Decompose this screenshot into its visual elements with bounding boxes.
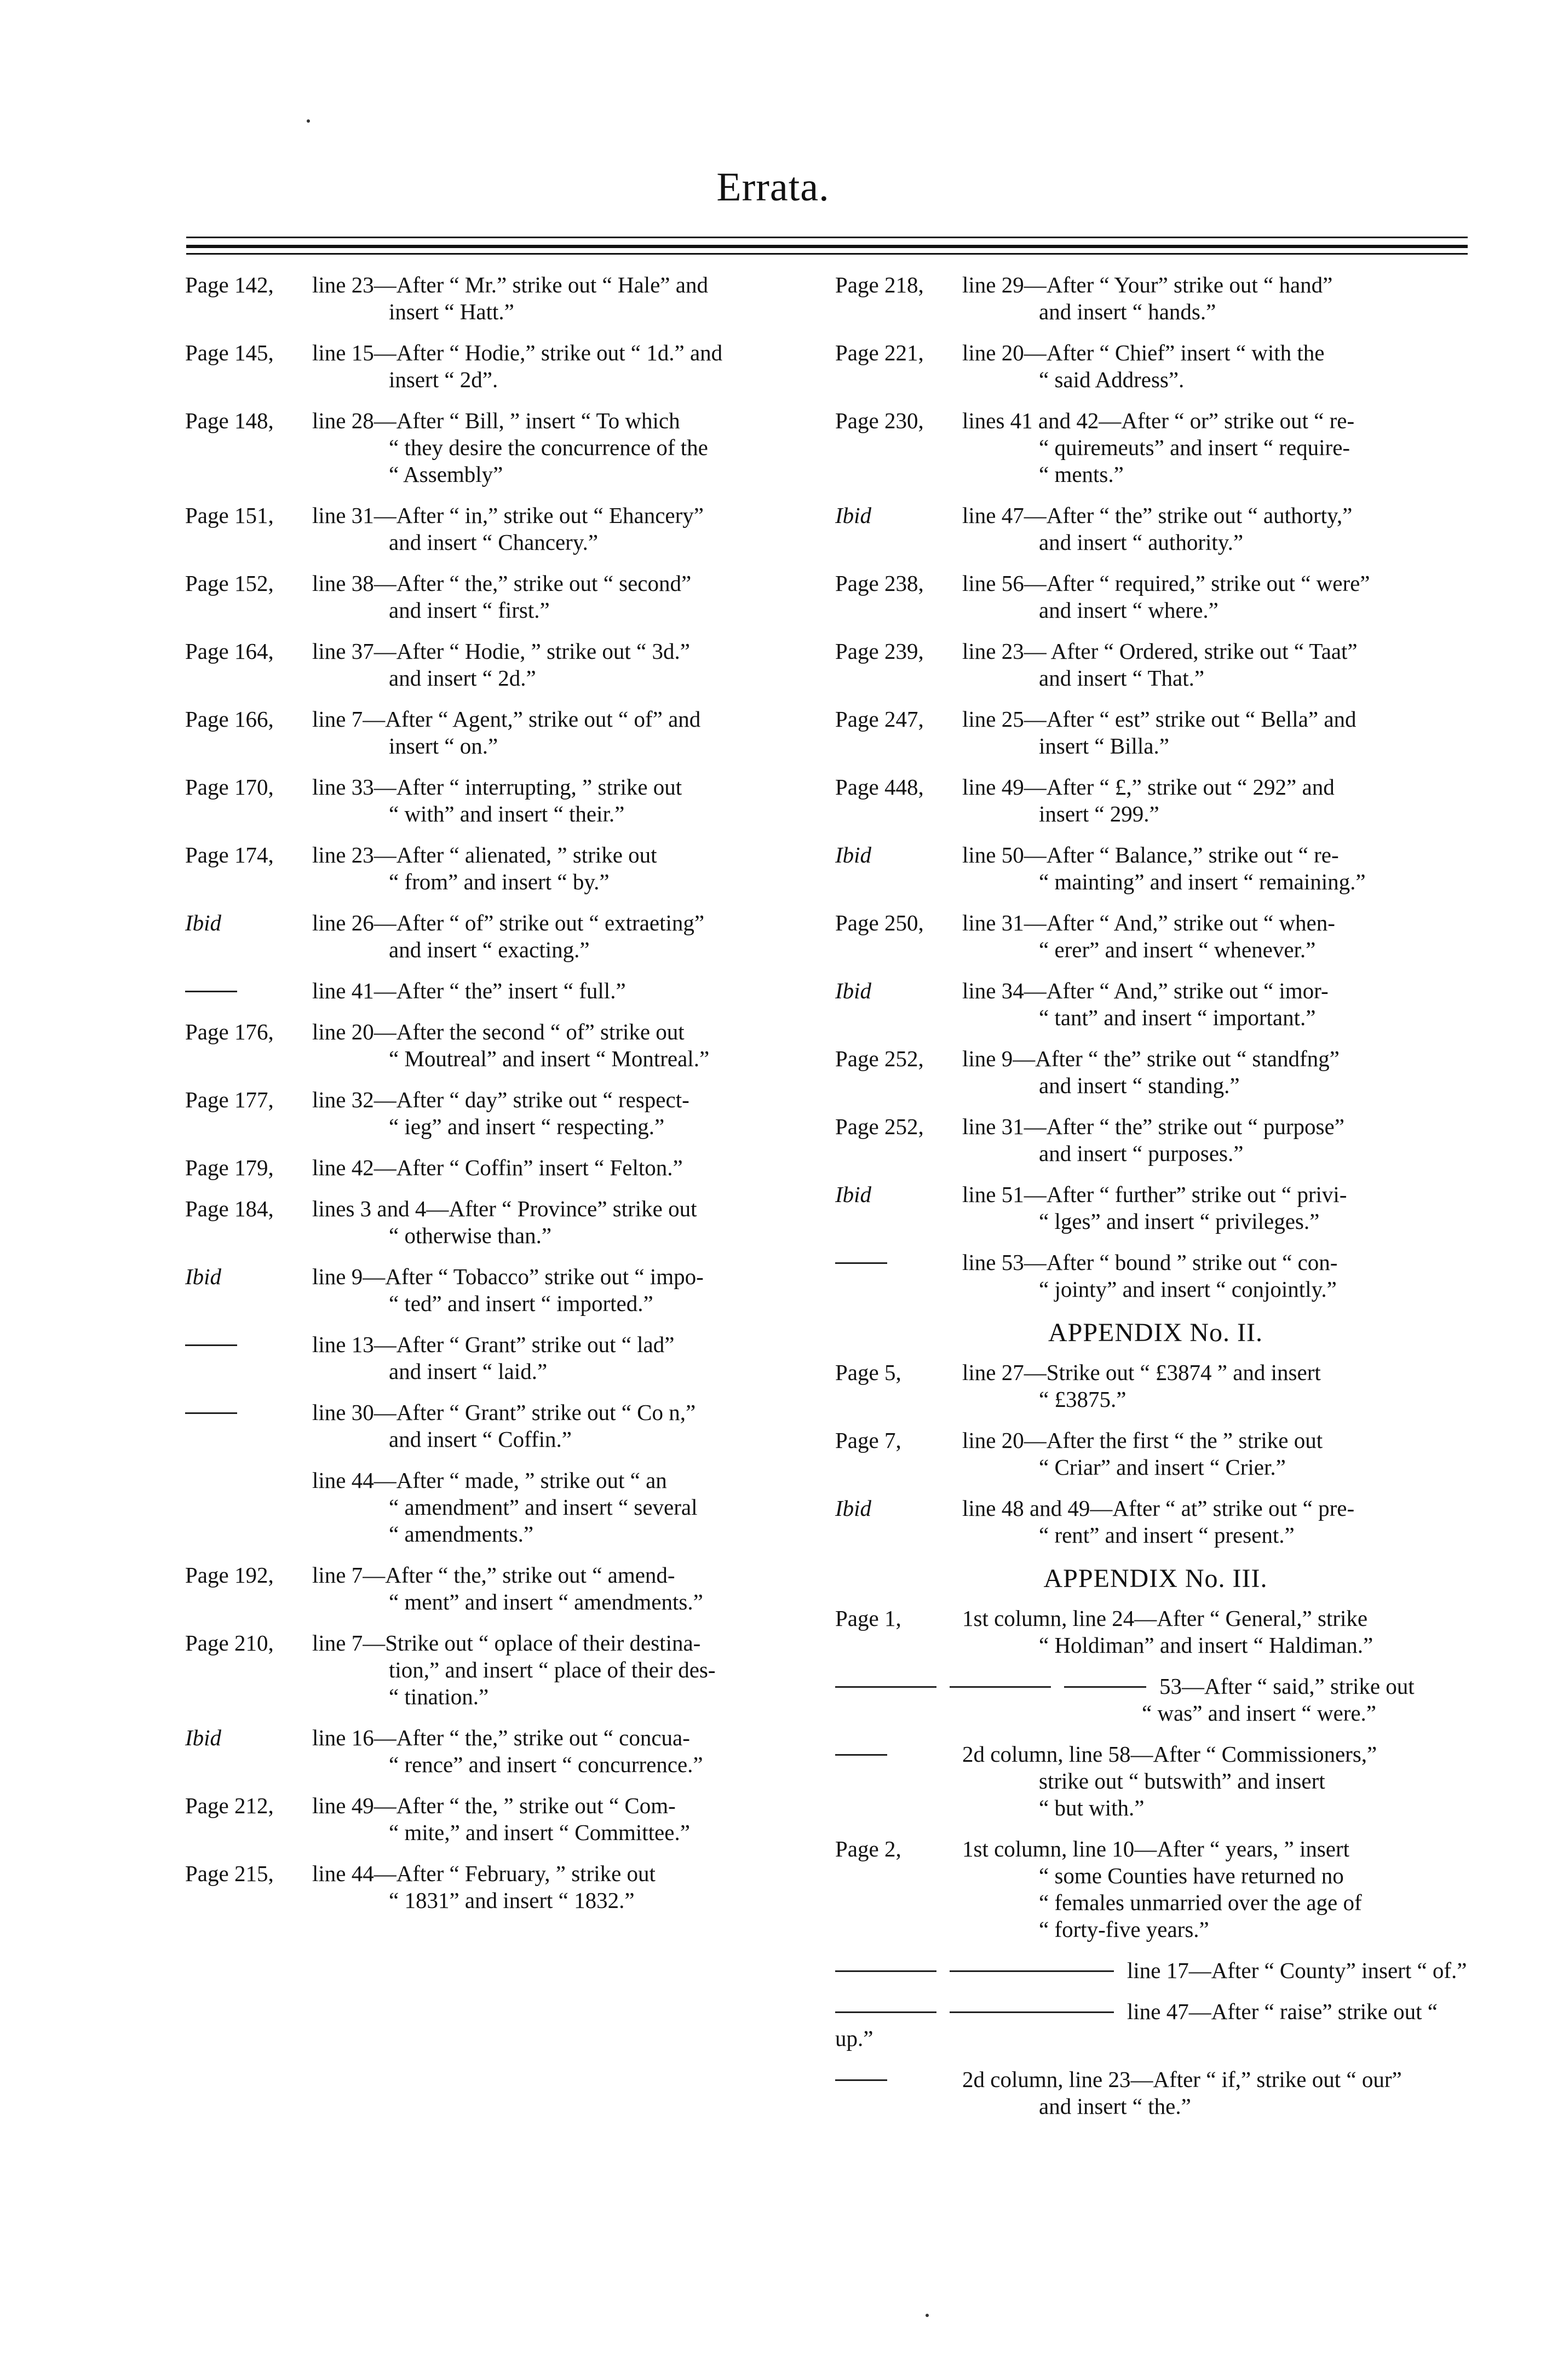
page-reference: Page 192,	[185, 1562, 274, 1588]
erratum-first-line: line 23— After “ Ordered, strike out “ Taat”	[962, 639, 1358, 664]
erratum-entry	[835, 272, 1476, 325]
erratum-continuation: “ rent” and insert “ present.”	[1039, 1522, 1295, 1548]
page-reference: Page 250,	[835, 910, 924, 935]
erratum-entry	[835, 1998, 1476, 2052]
erratum-entry	[835, 2066, 1476, 2120]
erratum-entry	[835, 774, 1476, 827]
erratum-continuation: “ rence” and insert “ concurrence.”	[389, 1752, 703, 1777]
erratum-first-line: line 33—After “ interrupting, ” strike out	[312, 774, 682, 800]
erratum-text	[312, 1562, 826, 1616]
erratum-continuation: “ with” and insert “ their.”	[389, 801, 625, 826]
erratum-continuation: “ Assembly”	[389, 462, 503, 487]
ditto-dash	[950, 1686, 1051, 1688]
erratum-entry	[185, 340, 826, 393]
erratum-continuation: and insert “ laid.”	[389, 1359, 548, 1384]
page-reference: Page 448,	[835, 774, 924, 800]
left-column	[185, 272, 826, 1928]
erratum-first-line: line 31—After “ And,” strike out “ when-	[962, 910, 1335, 935]
erratum-text	[835, 1957, 1476, 1984]
erratum-text	[962, 1249, 1476, 1303]
page-reference: Page 215,	[185, 1861, 274, 1886]
erratum-entry	[835, 638, 1476, 692]
erratum-entry	[185, 1086, 826, 1140]
erratum-entry	[835, 1495, 1476, 1549]
erratum-continuation: “ Moutreal” and insert “ Montreal.”	[389, 1046, 710, 1071]
erratum-continuation: and insert “ hands.”	[1039, 299, 1216, 324]
erratum-entry	[835, 1359, 1476, 1413]
erratum-text	[962, 1741, 1476, 1821]
erratum-continuation: insert “ on.”	[389, 733, 498, 758]
erratum-continuation: “ ted” and insert “ imported.”	[389, 1291, 653, 1316]
erratum-entry	[835, 570, 1476, 624]
page-reference: Page 212,	[185, 1793, 274, 1818]
erratum-continuation: “ forty-five years.”	[1039, 1917, 1209, 1942]
erratum-entry	[185, 1792, 826, 1846]
erratum-text	[312, 1154, 826, 1181]
erratum-continuation: “ from” and insert “ by.”	[389, 869, 610, 894]
erratum-continuation: “ £3875.”	[1039, 1387, 1127, 1412]
page-reference: Page 176,	[185, 1019, 274, 1044]
erratum-first-line: line 56—After “ required,” strike out “ were”	[962, 571, 1370, 596]
erratum-entry	[185, 774, 826, 827]
erratum-continuation: “ ments.”	[1039, 462, 1124, 487]
erratum-entry	[835, 407, 1476, 488]
erratum-entry	[185, 910, 826, 963]
erratum-continuation: and insert “ the.”	[1039, 2094, 1191, 2119]
erratum-first-line: line 30—After “ Grant” strike out “ Co n,”	[312, 1400, 696, 1425]
erratum-text	[962, 272, 1476, 325]
ditto-dash	[835, 2011, 936, 2013]
page-reference: Page 152,	[185, 571, 274, 596]
erratum-entry	[185, 1860, 826, 1914]
erratum-text	[962, 1836, 1476, 1943]
erratum-continuation: insert “ 299.”	[1039, 801, 1159, 826]
erratum-entry	[185, 1331, 826, 1385]
erratum-continuation: “ amendment” and insert “ several	[389, 1494, 698, 1520]
erratum-entry	[835, 1836, 1476, 1943]
erratum-first-line: lines 3 and 4—After “ Province” strike out	[312, 1196, 697, 1221]
page-reference: Page 1,	[835, 1606, 901, 1631]
page-reference: Page 164,	[185, 639, 274, 664]
erratum-entry	[835, 340, 1476, 393]
erratum-continuation: insert “ Hatt.”	[389, 299, 514, 324]
erratum-first-line: 1st column, line 10—After “ years, ” insert	[962, 1836, 1350, 1861]
erratum-continuation: “ lges” and insert “ privileges.”	[1039, 1209, 1320, 1234]
erratum-first-line: line 44—After “ made, ” strike out “ an	[312, 1468, 667, 1493]
erratum-continuation: and insert “ where.”	[1039, 597, 1219, 623]
erratum-text	[312, 1860, 826, 1914]
erratum-entry	[835, 1045, 1476, 1099]
erratum-continuation: “ some Counties have returned no	[1039, 1863, 1344, 1888]
erratum-entry	[185, 842, 826, 895]
page-reference: Page 184,	[185, 1196, 274, 1221]
erratum-entry	[185, 1724, 826, 1778]
page-reference: Page 218,	[835, 272, 924, 297]
speck-mark	[307, 119, 310, 123]
erratum-continuation: “ tination.”	[389, 1684, 489, 1709]
erratum-continuation: “ ieg” and insert “ respecting.”	[389, 1114, 665, 1139]
erratum-text	[312, 1724, 826, 1778]
erratum-continuation: and insert “ purposes.”	[1039, 1141, 1244, 1166]
erratum-first-line: line 51—After “ further” strike out “ privi-	[962, 1182, 1347, 1207]
erratum-entry	[185, 1263, 826, 1317]
erratum-text	[312, 340, 826, 393]
erratum-continuation: tion,” and insert “ place of their des-	[389, 1657, 716, 1682]
erratum-first-line: line 17—After “ County” insert “ of.”	[1127, 1958, 1467, 1983]
ditto-dash	[835, 1970, 936, 1972]
page-reference: Page 247,	[835, 706, 924, 732]
erratum-entry	[835, 502, 1476, 556]
erratum-first-line: line 38—After “ the,” strike out “ second”	[312, 571, 692, 596]
erratum-first-line: 1st column, line 24—After “ General,” strike	[962, 1606, 1368, 1631]
erratum-text	[312, 1331, 826, 1385]
erratum-first-line: line 50—After “ Balance,” strike out “ re-	[962, 842, 1339, 867]
erratum-first-line: line 44—After “ February, ” strike out	[312, 1861, 656, 1886]
erratum-first-line: line 53—After “ bound ” strike out “ con-	[962, 1250, 1338, 1275]
erratum-continuation: and insert “ standing.”	[1039, 1073, 1240, 1098]
erratum-text	[962, 910, 1476, 963]
erratum-first-line: line 48 and 49—After “ at” strike out “ pre-	[962, 1496, 1355, 1521]
erratum-continuation: “ 1831” and insert “ 1832.”	[389, 1888, 635, 1913]
page-reference: Page 166,	[185, 706, 274, 732]
erratum-text	[962, 1113, 1476, 1167]
erratum-first-line: 2d column, line 58—After “ Commissioners,”	[962, 1741, 1377, 1767]
erratum-text	[835, 1998, 1476, 2052]
erratum-continuation: and insert “ first.”	[389, 597, 550, 623]
erratum-first-line: lines 41 and 42—After “ or” strike out “ re-	[962, 408, 1355, 433]
page-reference: Ibid	[185, 1725, 222, 1750]
erratum-entry	[185, 1562, 826, 1616]
erratum-text	[312, 910, 826, 963]
erratum-continuation: and insert “ Chancery.”	[389, 530, 599, 555]
page-reference: Page 239,	[835, 639, 924, 664]
erratum-text	[962, 638, 1476, 692]
page-reference: Page 230,	[835, 408, 924, 433]
ditto-dash	[835, 1686, 936, 1688]
erratum-text	[312, 1399, 826, 1453]
erratum-continuation: and insert “ 2d.”	[389, 665, 536, 691]
erratum-text	[312, 774, 826, 827]
erratum-first-line: line 15—After “ Hodie,” strike out “ 1d.” and	[312, 340, 723, 365]
erratum-entry	[185, 638, 826, 692]
erratum-text	[312, 1086, 826, 1140]
erratum-text	[312, 1019, 826, 1072]
erratum-entry	[835, 910, 1476, 963]
erratum-continuation: “ Holdiman” and insert “ Haldiman.”	[1039, 1632, 1373, 1658]
erratum-text	[312, 1195, 826, 1249]
erratum-text	[962, 1181, 1476, 1235]
erratum-continuation: “ females unmarried over the age of	[1039, 1890, 1362, 1915]
erratum-continuation: “ quiremeuts” and insert “ require-	[1039, 435, 1350, 460]
erratum-text	[962, 407, 1476, 488]
erratum-text	[835, 1673, 1476, 1727]
erratum-text	[962, 1495, 1476, 1549]
erratum-text	[312, 407, 826, 488]
erratum-continuation: “ they desire the concurrence of the	[389, 435, 708, 460]
erratum-text	[962, 1045, 1476, 1099]
ditto-dash	[185, 1399, 312, 1426]
erratum-entry	[835, 842, 1476, 895]
erratum-text	[962, 570, 1476, 624]
erratum-first-line: line 29—After “ Your” strike out “ hand”	[962, 272, 1333, 297]
speck-mark	[926, 2314, 929, 2317]
erratum-entry	[835, 706, 1476, 760]
page-reference: Ibid	[185, 1264, 222, 1289]
erratum-entry	[185, 1019, 826, 1072]
page-reference: Ibid	[835, 978, 872, 1003]
page-reference: Ibid	[835, 503, 872, 528]
page-reference: Page 221,	[835, 340, 924, 365]
erratum-text	[962, 978, 1476, 1031]
erratum-first-line: line 31—After “ in,” strike out “ Ehancery”	[312, 503, 704, 528]
page-reference: Page 252,	[835, 1046, 924, 1071]
erratum-text	[312, 570, 826, 624]
erratum-first-line: line 25—After “ est” strike out “ Bella” and	[962, 706, 1357, 732]
page-reference: Ibid	[185, 910, 222, 935]
erratum-text	[312, 1792, 826, 1846]
ditto-dash	[185, 978, 312, 1004]
ditto-dash	[185, 1331, 312, 1358]
erratum-entry	[835, 978, 1476, 1031]
erratum-continuation: “ amendments.”	[389, 1521, 534, 1547]
erratum-text	[312, 1467, 826, 1548]
erratum-continuation: “ otherwise than.”	[389, 1223, 552, 1248]
erratum-first-line: line 32—After “ day” strike out “ respect-	[312, 1087, 689, 1112]
erratum-entry	[185, 1195, 826, 1249]
erratum-entry	[835, 1741, 1476, 1821]
erratum-entry	[835, 1605, 1476, 1659]
erratum-first-line: line 27—Strike out “ £3874 ” and insert	[962, 1360, 1321, 1385]
ditto-dash	[950, 1970, 1114, 1972]
erratum-continuation: “ tant” and insert “ important.”	[1039, 1005, 1316, 1030]
erratum-entry	[185, 1467, 826, 1548]
erratum-first-line: line 20—After the first “ the ” strike out	[962, 1428, 1323, 1453]
page-reference: Page 177,	[185, 1087, 274, 1112]
title-rule	[186, 253, 1468, 255]
page-title: Errata.	[716, 165, 830, 210]
page-reference: Page 5,	[835, 1360, 901, 1385]
erratum-continuation: and insert “ That.”	[1039, 665, 1205, 691]
erratum-entry	[835, 1957, 1476, 1984]
page-reference: Page 210,	[185, 1630, 274, 1655]
erratum-continuation: and insert “ exacting.”	[389, 937, 590, 962]
erratum-text	[312, 638, 826, 692]
erratum-entry	[185, 978, 826, 1004]
right-column	[835, 272, 1476, 2134]
erratum-first-line: line 20—After “ Chief” insert “ with the	[962, 340, 1325, 365]
page-reference: Page 252,	[835, 1114, 924, 1139]
ditto-dash	[835, 2066, 962, 2093]
erratum-first-line: line 23—After “ Mr.” strike out “ Hale” and	[312, 272, 708, 297]
erratum-first-line: line 7—Strike out “ oplace of their destina-	[312, 1630, 701, 1655]
erratum-continuation: strike out “ butswith” and insert	[1039, 1768, 1325, 1793]
page-reference: Page 142,	[185, 272, 274, 297]
erratum-entry	[185, 1399, 826, 1453]
erratum-text	[962, 502, 1476, 556]
erratum-entry	[835, 1113, 1476, 1167]
title-rule	[186, 237, 1468, 238]
erratum-text	[962, 842, 1476, 895]
erratum-first-line: line 23—After “ alienated, ” strike out	[312, 842, 657, 867]
page-reference: Ibid	[835, 1182, 872, 1207]
page-reference: Page 170,	[185, 774, 274, 800]
erratum-continuation: “ erer” and insert “ whenever.”	[1039, 937, 1316, 962]
erratum-entry	[185, 570, 826, 624]
erratum-text	[962, 1359, 1476, 1413]
erratum-text	[962, 1427, 1476, 1481]
erratum-first-line: line 42—After “ Coffin” insert “ Felton.”	[312, 1155, 683, 1180]
erratum-first-line: line 37—After “ Hodie, ” strike out “ 3d.”	[312, 639, 690, 664]
erratum-first-line: line 26—After “ of” strike out “ extraeting”	[312, 910, 705, 935]
erratum-entry	[185, 502, 826, 556]
erratum-first-line: line 7—After “ Agent,” strike out “ of” and	[312, 706, 701, 732]
erratum-first-line: line 9—After “ the” strike out “ standfng”	[962, 1046, 1340, 1071]
ditto-dash	[1064, 1686, 1146, 1688]
page-reference: Ibid	[835, 1496, 872, 1521]
erratum-first-line: line 9—After “ Tobacco” strike out “ impo-	[312, 1264, 704, 1289]
ditto-dash	[835, 1249, 962, 1276]
page-reference: Page 7,	[835, 1428, 901, 1453]
ditto-dash	[950, 2011, 1114, 2013]
erratum-first-line: line 20—After the second “ of” strike out	[312, 1019, 685, 1044]
erratum-continuation: insert “ Billa.”	[1039, 733, 1169, 758]
page-reference: Page 148,	[185, 408, 274, 433]
page-reference: Page 174,	[185, 842, 274, 867]
erratum-first-line: line 34—After “ And,” strike out “ imor-	[962, 978, 1329, 1003]
erratum-first-line: line 13—After “ Grant” strike out “ lad”	[312, 1332, 675, 1357]
erratum-continuation: “ jointy” and insert “ conjointly.”	[1039, 1277, 1337, 1302]
erratum-continuation: “ Criar” and insert “ Crier.”	[1039, 1455, 1286, 1480]
appendix-heading: APPENDIX No. III.	[1043, 1564, 1268, 1593]
erratum-entry	[185, 706, 826, 760]
erratum-text	[312, 842, 826, 895]
erratum-continuation: “ mite,” and insert “ Committee.”	[389, 1820, 690, 1845]
erratum-continuation: insert “ 2d”.	[389, 367, 498, 392]
erratum-first-line: line 41—After “ the” insert “ full.”	[312, 978, 626, 1003]
erratum-continuation: “ was” and insert “ were.”	[1142, 1700, 1376, 1726]
erratum-entry	[835, 1249, 1476, 1303]
erratum-first-line: line 47—After “ the” strike out “ authorty,”	[962, 503, 1353, 528]
erratum-text	[312, 272, 826, 325]
page-reference: Page 145,	[185, 340, 274, 365]
ditto-dash	[835, 1741, 962, 1768]
erratum-continuation: “ mainting” and insert “ remaining.”	[1039, 869, 1366, 894]
erratum-first-line: line 49—After “ £,” strike out “ 292” and	[962, 774, 1335, 800]
page-reference: Page 238,	[835, 571, 924, 596]
erratum-entry	[835, 1427, 1476, 1481]
erratum-entry	[185, 1154, 826, 1181]
erratum-entry	[185, 407, 826, 488]
erratum-continuation: and insert “ authority.”	[1039, 530, 1244, 555]
erratum-entry	[185, 1630, 826, 1710]
page-reference: Ibid	[835, 842, 872, 867]
erratum-first-line: line 31—After “ the” strike out “ purpose”	[962, 1114, 1344, 1139]
appendix-heading: APPENDIX No. II.	[1048, 1318, 1263, 1347]
page-reference: Page 179,	[185, 1155, 274, 1180]
erratum-first-line: line 7—After “ the,” strike out “ amend-	[312, 1562, 675, 1588]
erratum-text	[962, 1605, 1476, 1659]
erratum-first-line: line 49—After “ the, ” strike out “ Com-	[312, 1793, 676, 1818]
erratum-text	[312, 706, 826, 760]
erratum-continuation: “ said Address”.	[1039, 367, 1185, 392]
erratum-text	[312, 1263, 826, 1317]
erratum-continuation: “ but with.”	[1039, 1795, 1145, 1820]
title-rule	[186, 245, 1468, 248]
erratum-first-line: 2d column, line 23—After “ if,” strike out “ our”	[962, 2067, 1402, 2092]
erratum-first-line: line 28—After “ Bill, ” insert “ To which	[312, 408, 680, 433]
erratum-continuation: and insert “ Coffin.”	[389, 1427, 572, 1452]
page-reference: Page 151,	[185, 503, 274, 528]
erratum-entry	[835, 1181, 1476, 1235]
erratum-text	[962, 2066, 1476, 2120]
erratum-text	[962, 774, 1476, 827]
erratum-entry	[835, 1673, 1476, 1727]
erratum-text	[962, 706, 1476, 760]
erratum-first-line: line 47—After “ raise” strike out “ up.”	[835, 1999, 1438, 2051]
erratum-text	[312, 1630, 826, 1710]
erratum-first-line: line 16—After “ the,” strike out “ concua-	[312, 1725, 690, 1750]
erratum-first-line: 53—After “ said,” strike out	[1159, 1674, 1415, 1699]
page-reference: Page 2,	[835, 1836, 901, 1861]
erratum-entry	[185, 272, 826, 325]
erratum-text	[312, 502, 826, 556]
erratum-continuation: “ ment” and insert “ amendments.”	[389, 1589, 703, 1614]
erratum-text	[962, 340, 1476, 393]
erratum-text	[312, 978, 826, 1004]
